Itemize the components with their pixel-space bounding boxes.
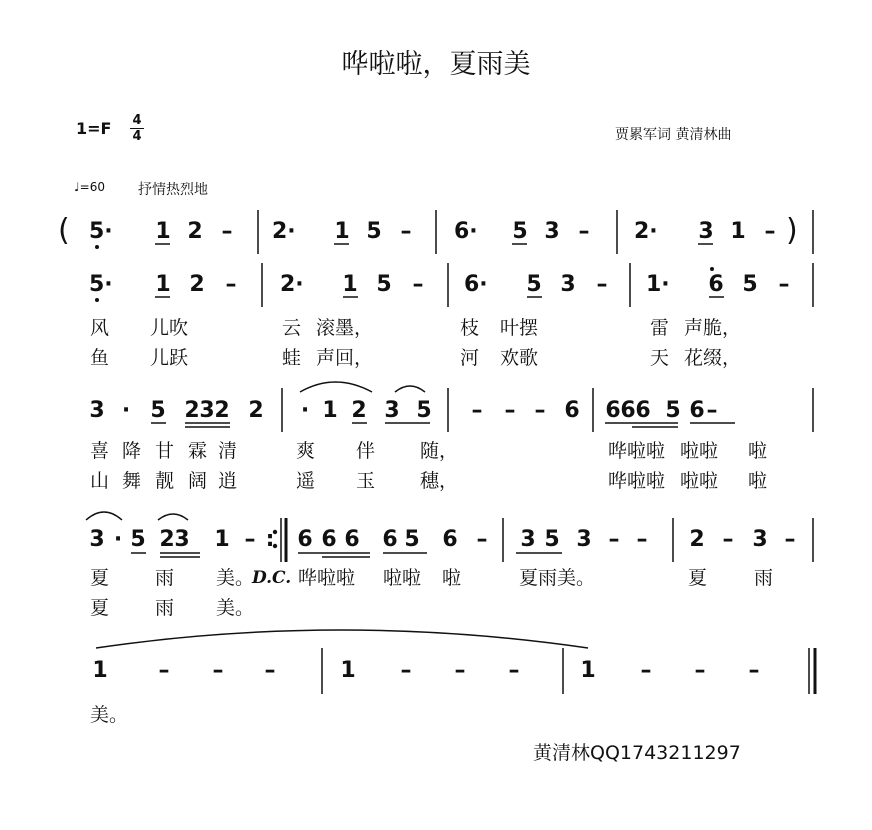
line2-note: – xyxy=(534,398,546,423)
expression-marking: 抒情热烈地 xyxy=(138,182,208,198)
line3-note: – xyxy=(608,527,620,552)
lyric: 美。 xyxy=(216,567,255,589)
line1-note: 2 xyxy=(189,272,205,297)
line4-note: – xyxy=(264,658,276,683)
lyric: 天 xyxy=(650,347,670,369)
intro-note: 3 xyxy=(698,219,714,244)
line2-note: 2 xyxy=(184,398,200,423)
line1-note: 2· xyxy=(280,272,304,297)
lyric: 枝 xyxy=(460,317,480,339)
lyric: 啦啦 xyxy=(680,440,719,462)
key-signature: 1=F xyxy=(76,119,112,138)
line3-note: 6 xyxy=(321,527,337,552)
lyric: 随， xyxy=(420,440,459,462)
line3-note: 5 xyxy=(404,527,420,552)
lyric: 伴 xyxy=(356,440,376,462)
lyric: 玉 xyxy=(356,470,376,492)
line2-note: 1 xyxy=(322,398,338,423)
line1-note: 1· xyxy=(646,272,670,297)
line3-note: : xyxy=(265,527,275,552)
line3-note: 5 xyxy=(544,527,560,552)
lyric: 蛙 xyxy=(282,347,302,369)
lyric: 山 xyxy=(90,470,110,492)
line3-note: 3 xyxy=(174,527,190,552)
intro-note: 2 xyxy=(187,219,203,244)
line1-note: 5· xyxy=(89,272,113,297)
line4-note: 1 xyxy=(92,658,108,683)
intro-note: 6· xyxy=(454,219,478,244)
line1-note: 6 xyxy=(708,272,724,297)
lyric: 叶摆 xyxy=(500,317,539,339)
line2-note: – xyxy=(504,398,516,423)
line3-note: 6 xyxy=(382,527,398,552)
lyric: 儿吹 xyxy=(150,317,189,339)
lyric: 云 xyxy=(282,317,302,339)
line4-note: – xyxy=(158,658,170,683)
line4-note: – xyxy=(640,658,652,683)
lyric: 啦啦 xyxy=(383,567,422,589)
line4-note: – xyxy=(694,658,706,683)
line4-note: – xyxy=(748,658,760,683)
line3-note: – xyxy=(784,527,796,552)
intro-note: – xyxy=(764,219,776,244)
intro-note: 1 xyxy=(730,219,746,244)
lyric: 清 xyxy=(218,440,238,462)
line1-note: 1 xyxy=(155,272,171,297)
lyric: 声回， xyxy=(316,347,374,369)
lyric: 雨 xyxy=(155,597,175,619)
lyric: 夏 xyxy=(90,567,110,589)
line4-note: 1 xyxy=(580,658,596,683)
line1-note: – xyxy=(225,272,237,297)
line3-note: 3 xyxy=(752,527,768,552)
lyric: 穗， xyxy=(420,470,459,492)
line2-note: 6 xyxy=(689,398,705,423)
lyric: 欢歌 xyxy=(500,347,539,369)
line3-note: – xyxy=(636,527,648,552)
lyric: 雨 xyxy=(155,567,175,589)
tempo-marking: ♩=60 xyxy=(74,180,105,194)
line1-note: 5 xyxy=(376,272,392,297)
lyric: 啦 xyxy=(748,470,768,492)
lyric: D.C. xyxy=(252,568,292,588)
lyric: 啦啦 xyxy=(680,470,719,492)
lyric: 雨 xyxy=(754,567,774,589)
lyric: 逍 xyxy=(218,470,238,492)
line3-note: 3 xyxy=(520,527,536,552)
line2-note: 3 xyxy=(89,398,105,423)
lyric: 降 xyxy=(122,440,142,462)
lyric: 啦 xyxy=(748,440,768,462)
lyric: 爽 xyxy=(296,440,316,462)
footer-credit: 黄清林QQ1743211297 xyxy=(533,742,741,764)
line2-note: 5 xyxy=(150,398,166,423)
line3-note: 5 xyxy=(130,527,146,552)
line3-note: 6 xyxy=(297,527,313,552)
lyric: 靓 xyxy=(155,470,175,492)
lyric: 甘 xyxy=(155,440,175,462)
lyric: 声脆， xyxy=(684,317,742,339)
lyric: 哗啦啦 xyxy=(298,567,356,589)
credits: 贾累军词 黄清林曲 xyxy=(615,127,732,143)
intro-note: 2· xyxy=(272,219,296,244)
lyric: 花缀， xyxy=(684,347,742,369)
line2-note: 3 xyxy=(384,398,400,423)
intro-note: 5 xyxy=(512,219,528,244)
lyric: 舞 xyxy=(122,470,142,492)
lyric: 夏雨美。 xyxy=(519,567,596,589)
line3-note: – xyxy=(476,527,488,552)
line2-note: 5 xyxy=(416,398,432,423)
lyric: 雷 xyxy=(650,317,670,339)
lyric: 滚墨， xyxy=(316,317,374,339)
line1-note: 5 xyxy=(526,272,542,297)
intro-close-paren: ) xyxy=(786,213,798,248)
lyric: 美。 xyxy=(90,704,129,726)
line3-note: 3 xyxy=(89,527,105,552)
line2-note: 2 xyxy=(214,398,230,423)
line2-note: 6 xyxy=(564,398,580,423)
lyric: 霖 xyxy=(188,440,208,462)
line4-note: – xyxy=(212,658,224,683)
intro-note: 2· xyxy=(634,219,658,244)
line3-note: 1 xyxy=(214,527,230,552)
lyric: 河 xyxy=(460,347,480,369)
intro-open-paren: ( xyxy=(58,213,70,248)
intro-note: – xyxy=(221,219,233,244)
intro-note: – xyxy=(578,219,590,244)
line2-note: – xyxy=(471,398,483,423)
page-title: 哗啦啦，夏雨美 xyxy=(341,49,531,80)
lyric: 遥 xyxy=(296,470,316,492)
line3-note: – xyxy=(722,527,734,552)
lyric: 鱼 xyxy=(90,347,110,369)
lyric: 哗啦啦 xyxy=(608,470,666,492)
line3-note: 3 xyxy=(576,527,592,552)
lyric: 哗啦啦 xyxy=(608,440,666,462)
line2-note: 6 xyxy=(635,398,651,423)
lyric: 啦 xyxy=(442,567,462,589)
line3-note: 2 xyxy=(689,527,705,552)
line4-note: – xyxy=(400,658,412,683)
line2-note: 6 xyxy=(620,398,636,423)
line3-note: – xyxy=(244,527,256,552)
line2-note: · xyxy=(121,398,131,423)
time-signature-bottom: 4 xyxy=(132,129,142,144)
lyric: 美。 xyxy=(216,597,255,619)
line2-note: 3 xyxy=(199,398,215,423)
intro-note: 3 xyxy=(544,219,560,244)
lyric: 阔 xyxy=(188,470,208,492)
line1-note: 3 xyxy=(560,272,576,297)
lyric: 喜 xyxy=(90,440,110,462)
lyric: 风 xyxy=(90,317,110,339)
line2-note: 2 xyxy=(351,398,367,423)
line4-note: – xyxy=(454,658,466,683)
line2-note: · xyxy=(300,398,310,423)
lyric: 夏 xyxy=(90,597,110,619)
intro-note: 1 xyxy=(334,219,350,244)
line2-note: 5 xyxy=(665,398,681,423)
line1-note: – xyxy=(778,272,790,297)
line3-note: 2 xyxy=(159,527,175,552)
intro-note: 5 xyxy=(366,219,382,244)
line1-note: – xyxy=(412,272,424,297)
time-signature-top: 4 xyxy=(132,113,142,128)
line1-note: 5 xyxy=(742,272,758,297)
line1-note: – xyxy=(596,272,608,297)
line3-note: 6 xyxy=(442,527,458,552)
line2-note: 2 xyxy=(248,398,264,423)
line3-note: · xyxy=(113,527,123,552)
line1-note: 6· xyxy=(464,272,488,297)
line4-note: 1 xyxy=(340,658,356,683)
lyric: 夏 xyxy=(688,567,708,589)
intro-note: 5· xyxy=(89,219,113,244)
line2-note: – xyxy=(706,398,718,423)
line3-note: 6 xyxy=(344,527,360,552)
intro-note: – xyxy=(400,219,412,244)
line4-note: – xyxy=(508,658,520,683)
line1-note: 1 xyxy=(342,272,358,297)
line2-note: 6 xyxy=(605,398,621,423)
intro-note: 1 xyxy=(155,219,171,244)
lyric: 儿跃 xyxy=(150,347,189,369)
